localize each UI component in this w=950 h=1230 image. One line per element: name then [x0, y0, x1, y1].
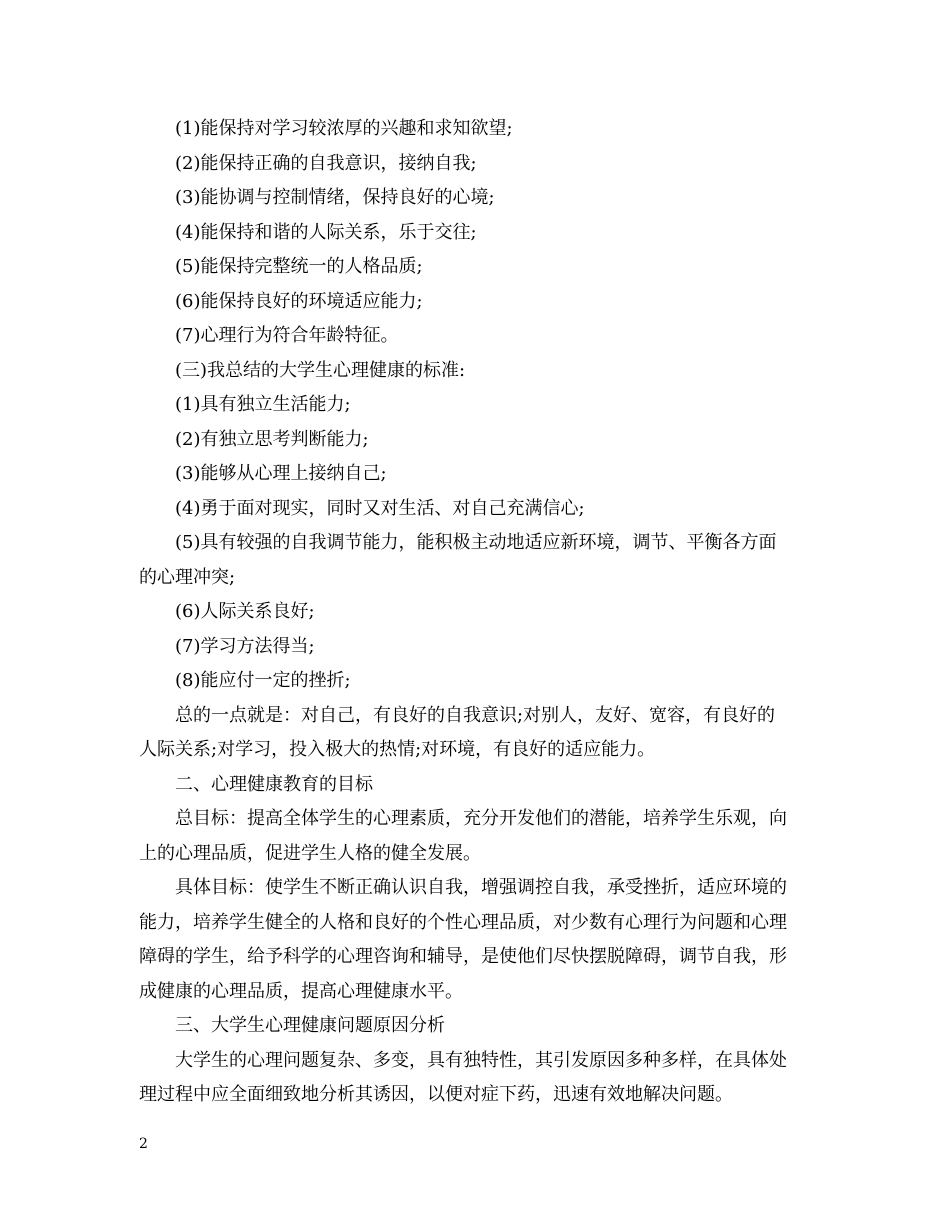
- text-line: 人际关系;对学习，投入极大的热情;对环境，有良好的适应能力。: [139, 739, 656, 760]
- section-heading: (三)我总结的大学生心理健康的标准:: [175, 359, 466, 381]
- text-line: (1)具有独立生活能力;: [175, 394, 351, 415]
- text-line: 上的心理品质，促进学生人格的健全发展。: [139, 842, 481, 864]
- section-heading: 二、心理健康教育的目标: [175, 773, 373, 795]
- text-line: (6)能保持良好的环境适应能力;: [175, 290, 423, 312]
- text-line: 大学生的心理问题复杂、多变，具有独特性，其引发原因多种多样，在具体处: [175, 1049, 787, 1071]
- text-line: 总的一点就是：对自己，有良好的自我意识;对别人，友好、宽容，有良好的: [175, 704, 776, 726]
- text-line: (7)学习方法得当;: [175, 635, 315, 657]
- text-line: (4)勇于面对现实，同时又对生活、对自己充满信心;: [175, 497, 585, 519]
- text-line: 具体目标：使学生不断正确认识自我，增强调控自我，承受挫折，适应环境的: [175, 877, 787, 898]
- text-line: (8)能应付一定的挫折;: [175, 670, 351, 691]
- text-line: 理过程中应全面细致地分析其诱因，以便对症下药，迅速有效地解决问题。: [139, 1084, 733, 1105]
- text-line: (2)能保持正确的自我意识，接纳自我;: [175, 152, 477, 174]
- text-line: (5)具有较强的自我调节能力，能积极主动地适应新环境，调节、平衡各方面: [175, 532, 777, 553]
- text-line: 能力，培养学生健全的人格和良好的个性心理品质，对少数有心理行为问题和心理: [139, 911, 787, 933]
- page-number: 2: [139, 1136, 148, 1152]
- document-body: [139, 112, 811, 1113]
- text-line: (3)能够从心理上接纳自己;: [175, 463, 387, 484]
- text-line: 的心理冲突;: [139, 566, 236, 588]
- text-line: 总目标：提高全体学生的心理素质，充分开发他们的潜能，培养学生乐观，向: [175, 808, 787, 829]
- text-line: (2)有独立思考判断能力;: [175, 428, 369, 450]
- text-line: (1)能保持对学习较浓厚的兴趣和求知欲望;: [175, 118, 513, 139]
- text-line: 障碍的学生，给予科学的心理咨询和辅导，是使他们尽快摆脱障碍，调节自我，形: [139, 946, 787, 967]
- text-line: (5)能保持完整统一的人格品质;: [175, 256, 423, 277]
- text-line: (3)能协调与控制情绪，保持良好的心境;: [175, 187, 495, 208]
- section-heading: 三、大学生心理健康问题原因分析: [175, 1015, 445, 1036]
- text-line: 成健康的心理品质，提高心理健康水平。: [139, 980, 463, 1002]
- text-line: (6)人际关系良好;: [175, 601, 315, 622]
- text-line: (7)心理行为符合年龄特征。: [175, 325, 399, 346]
- text-line: (4)能保持和谐的人际关系，乐于交往;: [175, 221, 477, 243]
